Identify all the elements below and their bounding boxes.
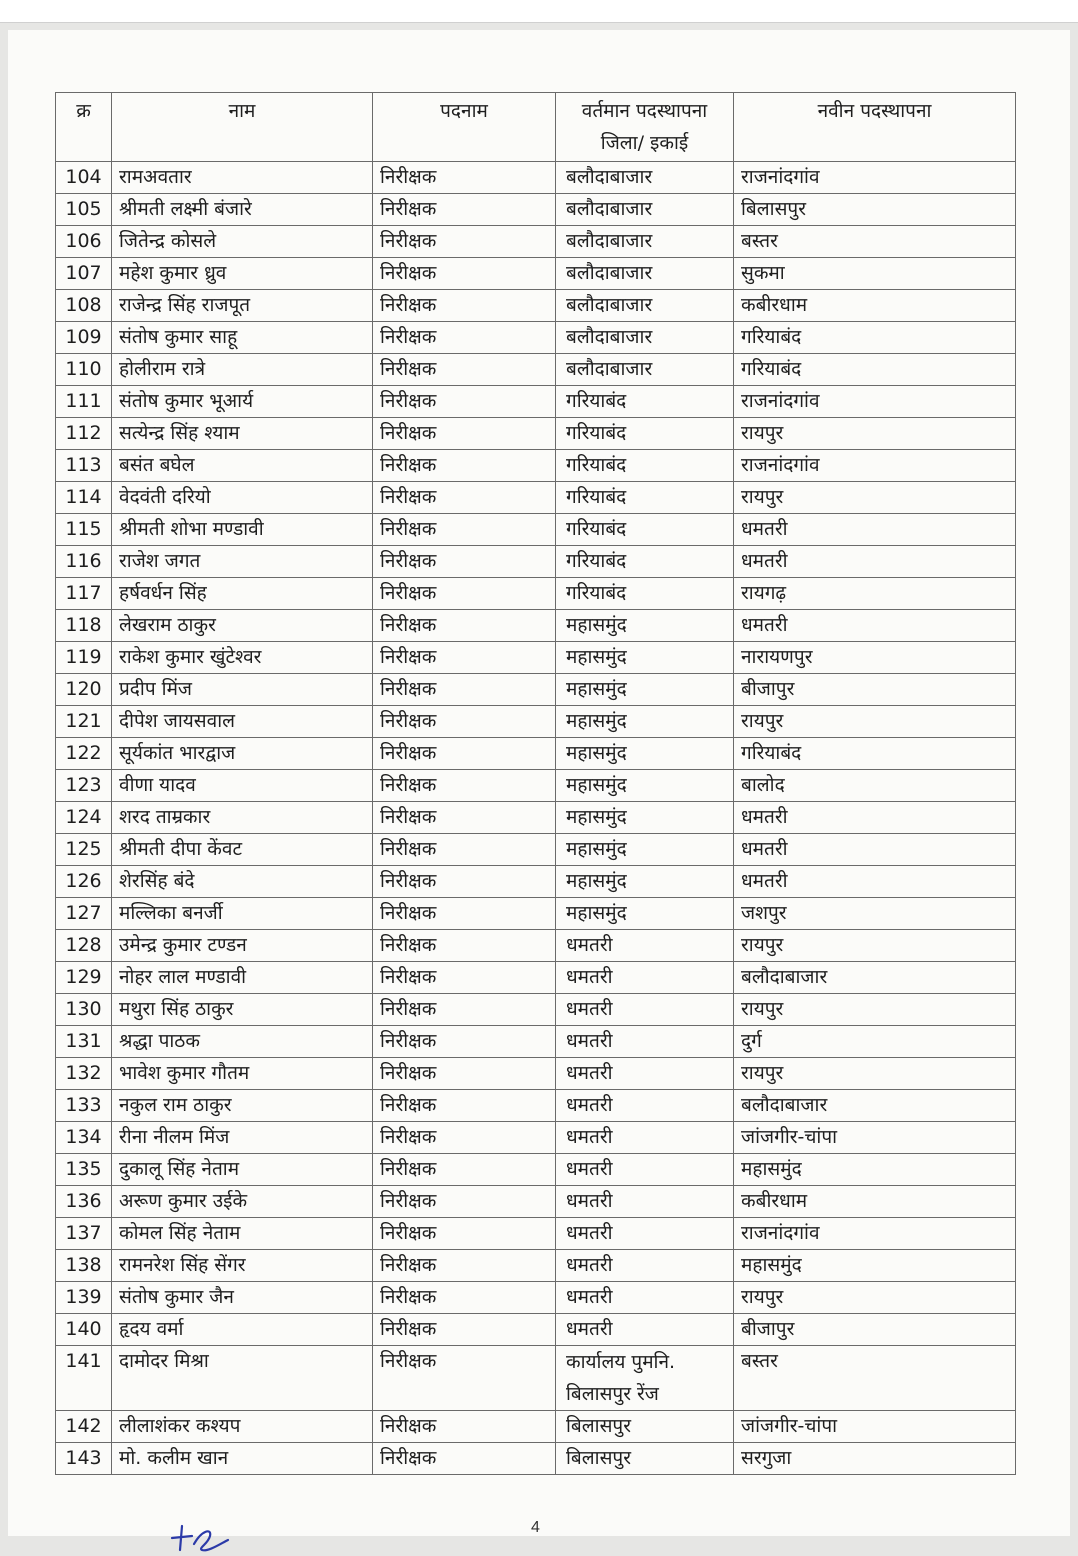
table-header-row	[56, 93, 1016, 162]
serial-cell: 133	[56, 1090, 112, 1122]
name-cell: रामनरेश सिंह सेंगर	[112, 1250, 373, 1282]
name-cell: होलीराम रात्रे	[112, 354, 373, 386]
current-posting-cell: बलौदाबाजार	[556, 194, 734, 226]
current-posting-cell: महासमुंद	[556, 642, 734, 674]
serial-cell: 128	[56, 930, 112, 962]
current-posting-cell: बलौदाबाजार	[556, 290, 734, 322]
current-posting-cell: धमतरी	[556, 962, 734, 994]
designation-cell: निरीक्षक	[373, 418, 556, 450]
name-cell: दामोदर मिश्रा	[112, 1346, 373, 1411]
name-cell: रामअवतार	[112, 162, 373, 194]
serial-cell: 138	[56, 1250, 112, 1282]
current-posting-cell: धमतरी	[556, 1122, 734, 1154]
header-new-posting: नवीन पदस्थापना	[734, 93, 1016, 162]
table-row	[56, 386, 1016, 418]
current-posting-cell: धमतरी	[556, 1218, 734, 1250]
designation-cell: निरीक्षक	[373, 354, 556, 386]
serial-cell: 126	[56, 866, 112, 898]
table-row	[56, 1282, 1016, 1314]
new-posting-cell: बालोद	[734, 770, 1016, 802]
transfer-table	[55, 92, 1016, 1475]
designation-cell: निरीक्षक	[373, 770, 556, 802]
designation-cell: निरीक्षक	[373, 1346, 556, 1411]
serial-cell: 113	[56, 450, 112, 482]
name-cell: मो. कलीम खान	[112, 1443, 373, 1475]
designation-cell: निरीक्षक	[373, 290, 556, 322]
name-cell: लेखराम ठाकुर	[112, 610, 373, 642]
serial-cell: 137	[56, 1218, 112, 1250]
new-posting-cell: रायपुर	[734, 706, 1016, 738]
table-row	[56, 578, 1016, 610]
table-row	[56, 1250, 1016, 1282]
designation-cell: निरीक्षक	[373, 674, 556, 706]
name-cell: बसंत बघेल	[112, 450, 373, 482]
name-cell: मल्लिका बनर्जी	[112, 898, 373, 930]
table-row	[56, 162, 1016, 194]
table-row	[56, 642, 1016, 674]
new-posting-cell: गरियाबंद	[734, 738, 1016, 770]
designation-cell: निरीक्षक	[373, 738, 556, 770]
table-row	[56, 770, 1016, 802]
name-cell: संतोष कुमार भूआर्य	[112, 386, 373, 418]
name-cell: श्रीमती लक्ष्मी बंजारे	[112, 194, 373, 226]
new-posting-cell: जशपुर	[734, 898, 1016, 930]
serial-cell: 124	[56, 802, 112, 834]
current-posting-cell: बलौदाबाजार	[556, 162, 734, 194]
current-posting-cell: बलौदाबाजार	[556, 226, 734, 258]
serial-cell: 134	[56, 1122, 112, 1154]
new-posting-cell: सुकमा	[734, 258, 1016, 290]
current-posting-cell: महासमुंद	[556, 738, 734, 770]
header-current-posting: वर्तमान पदस्थापना जिला/ इकाई	[556, 93, 734, 162]
new-posting-cell: रायपुर	[734, 1058, 1016, 1090]
table-row	[56, 194, 1016, 226]
table-row	[56, 610, 1016, 642]
serial-cell: 141	[56, 1346, 112, 1411]
table-row	[56, 1154, 1016, 1186]
designation-cell: निरीक्षक	[373, 1026, 556, 1058]
serial-cell: 142	[56, 1411, 112, 1443]
serial-cell: 136	[56, 1186, 112, 1218]
name-cell: संतोष कुमार जैन	[112, 1282, 373, 1314]
serial-cell: 111	[56, 386, 112, 418]
current-posting-cell: महासमुंद	[556, 834, 734, 866]
serial-cell: 116	[56, 546, 112, 578]
name-cell: उमेन्द्र कुमार टण्डन	[112, 930, 373, 962]
new-posting-cell: कबीरधाम	[734, 1186, 1016, 1218]
new-posting-cell: धमतरी	[734, 802, 1016, 834]
serial-cell: 106	[56, 226, 112, 258]
current-posting-cell: धमतरी	[556, 1026, 734, 1058]
serial-cell: 105	[56, 194, 112, 226]
name-cell: लीलाशंकर कश्यप	[112, 1411, 373, 1443]
header-serial: क्र	[56, 93, 112, 162]
current-posting-cell: बलौदाबाजार	[556, 258, 734, 290]
name-cell: शेरसिंह बंदे	[112, 866, 373, 898]
designation-cell: निरीक्षक	[373, 450, 556, 482]
serial-cell: 122	[56, 738, 112, 770]
table-row	[56, 322, 1016, 354]
serial-cell: 143	[56, 1443, 112, 1475]
designation-cell: निरीक्षक	[373, 482, 556, 514]
table-row	[56, 930, 1016, 962]
new-posting-cell: रायपुर	[734, 994, 1016, 1026]
serial-cell: 121	[56, 706, 112, 738]
current-posting-cell: धमतरी	[556, 1282, 734, 1314]
designation-cell: निरीक्षक	[373, 578, 556, 610]
designation-cell: निरीक्षक	[373, 994, 556, 1026]
serial-cell: 107	[56, 258, 112, 290]
designation-cell: निरीक्षक	[373, 322, 556, 354]
new-posting-cell: महासमुंद	[734, 1250, 1016, 1282]
table-row	[56, 1186, 1016, 1218]
designation-cell: निरीक्षक	[373, 866, 556, 898]
designation-cell: निरीक्षक	[373, 1314, 556, 1346]
new-posting-cell: रायपुर	[734, 482, 1016, 514]
current-posting-cell: महासमुंद	[556, 770, 734, 802]
table-row	[56, 834, 1016, 866]
designation-cell: निरीक्षक	[373, 1282, 556, 1314]
serial-cell: 127	[56, 898, 112, 930]
table-row	[56, 418, 1016, 450]
serial-cell: 123	[56, 770, 112, 802]
new-posting-cell: कबीरधाम	[734, 290, 1016, 322]
table-row	[56, 802, 1016, 834]
new-posting-cell: बीजापुर	[734, 674, 1016, 706]
table-row	[56, 1218, 1016, 1250]
new-posting-cell: रायपुर	[734, 418, 1016, 450]
name-cell: संतोष कुमार साहू	[112, 322, 373, 354]
name-cell: प्रदीप मिंज	[112, 674, 373, 706]
designation-cell: निरीक्षक	[373, 1186, 556, 1218]
designation-cell: निरीक्षक	[373, 1090, 556, 1122]
designation-cell: निरीक्षक	[373, 898, 556, 930]
serial-cell: 118	[56, 610, 112, 642]
new-posting-cell: जांजगीर-चांपा	[734, 1122, 1016, 1154]
header-designation: पदनाम	[373, 93, 556, 162]
new-posting-cell: बिलासपुर	[734, 194, 1016, 226]
table-row	[56, 258, 1016, 290]
document-page	[8, 30, 1070, 1536]
new-posting-cell: गरियाबंद	[734, 322, 1016, 354]
header-name: नाम	[112, 93, 373, 162]
current-posting-cell: बिलासपुर	[556, 1443, 734, 1475]
name-cell: नोहर लाल मण्डावी	[112, 962, 373, 994]
name-cell: दीपेश जायसवाल	[112, 706, 373, 738]
table-row	[56, 1026, 1016, 1058]
serial-cell: 131	[56, 1026, 112, 1058]
page-number: 4	[531, 1519, 540, 1536]
serial-cell: 104	[56, 162, 112, 194]
designation-cell: निरीक्षक	[373, 802, 556, 834]
new-posting-cell: बस्तर	[734, 226, 1016, 258]
name-cell: नकुल राम ठाकुर	[112, 1090, 373, 1122]
new-posting-cell: गरियाबंद	[734, 354, 1016, 386]
name-cell: सत्येन्द्र सिंह श्याम	[112, 418, 373, 450]
current-posting-cell: महासमुंद	[556, 866, 734, 898]
serial-cell: 129	[56, 962, 112, 994]
designation-cell: निरीक्षक	[373, 1250, 556, 1282]
current-posting-cell: महासमुंद	[556, 898, 734, 930]
designation-cell: निरीक्षक	[373, 1218, 556, 1250]
designation-cell: निरीक्षक	[373, 226, 556, 258]
new-posting-cell: रायपुर	[734, 930, 1016, 962]
current-posting-cell: धमतरी	[556, 1250, 734, 1282]
name-cell: राजेन्द्र सिंह राजपूत	[112, 290, 373, 322]
table-row	[56, 706, 1016, 738]
new-posting-cell: राजनांदगांव	[734, 386, 1016, 418]
designation-cell: निरीक्षक	[373, 1443, 556, 1475]
serial-cell: 120	[56, 674, 112, 706]
current-posting-cell: धमतरी	[556, 994, 734, 1026]
serial-cell: 139	[56, 1282, 112, 1314]
designation-cell: निरीक्षक	[373, 162, 556, 194]
current-posting-cell: महासमुंद	[556, 802, 734, 834]
current-posting-cell: गरियाबंद	[556, 514, 734, 546]
serial-cell: 119	[56, 642, 112, 674]
current-posting-cell: धमतरी	[556, 1314, 734, 1346]
designation-cell: निरीक्षक	[373, 258, 556, 290]
name-cell: सूर्यकांत भारद्वाज	[112, 738, 373, 770]
new-posting-cell: रायगढ़	[734, 578, 1016, 610]
name-cell: हृदय वर्मा	[112, 1314, 373, 1346]
table-row	[56, 1058, 1016, 1090]
table-row	[56, 962, 1016, 994]
table-body	[56, 162, 1016, 1475]
new-posting-cell: बलौदाबाजार	[734, 1090, 1016, 1122]
name-cell: महेश कुमार ध्रुव	[112, 258, 373, 290]
new-posting-cell: धमतरी	[734, 610, 1016, 642]
serial-cell: 117	[56, 578, 112, 610]
designation-cell: निरीक्षक	[373, 194, 556, 226]
designation-cell: निरीक्षक	[373, 386, 556, 418]
current-posting-cell: धमतरी	[556, 1154, 734, 1186]
current-posting-cell: बलौदाबाजार	[556, 354, 734, 386]
designation-cell: निरीक्षक	[373, 514, 556, 546]
new-posting-cell: रायपुर	[734, 1282, 1016, 1314]
table-row	[56, 1346, 1016, 1411]
name-cell: रीना नीलम मिंज	[112, 1122, 373, 1154]
table-row	[56, 1443, 1016, 1475]
serial-cell: 115	[56, 514, 112, 546]
designation-cell: निरीक्षक	[373, 546, 556, 578]
serial-cell: 132	[56, 1058, 112, 1090]
serial-cell: 125	[56, 834, 112, 866]
handwritten-initials	[168, 1520, 238, 1556]
name-cell: अरूण कुमार उईके	[112, 1186, 373, 1218]
current-posting-cell: कार्यालय पुमनि. बिलासपुर रेंज	[556, 1346, 734, 1411]
current-posting-cell: धमतरी	[556, 1090, 734, 1122]
new-posting-cell: सरगुजा	[734, 1443, 1016, 1475]
designation-cell: निरीक्षक	[373, 930, 556, 962]
designation-cell: निरीक्षक	[373, 706, 556, 738]
name-cell: श्रद्धा पाठक	[112, 1026, 373, 1058]
name-cell: श्रीमती शोभा मण्डावी	[112, 514, 373, 546]
serial-cell: 140	[56, 1314, 112, 1346]
current-posting-cell: धमतरी	[556, 1058, 734, 1090]
table-row	[56, 898, 1016, 930]
serial-cell: 114	[56, 482, 112, 514]
designation-cell: निरीक्षक	[373, 1058, 556, 1090]
designation-cell: निरीक्षक	[373, 962, 556, 994]
designation-cell: निरीक्षक	[373, 1411, 556, 1443]
name-cell: जितेन्द्र कोसले	[112, 226, 373, 258]
table-row	[56, 1090, 1016, 1122]
serial-cell: 112	[56, 418, 112, 450]
table-row	[56, 354, 1016, 386]
new-posting-cell: धमतरी	[734, 866, 1016, 898]
current-posting-cell: धमतरी	[556, 930, 734, 962]
name-cell: भावेश कुमार गौतम	[112, 1058, 373, 1090]
new-posting-cell: धमतरी	[734, 546, 1016, 578]
table-row	[56, 866, 1016, 898]
current-posting-cell: महासमुंद	[556, 674, 734, 706]
current-posting-cell: गरियाबंद	[556, 418, 734, 450]
table-row	[56, 1122, 1016, 1154]
serial-cell: 130	[56, 994, 112, 1026]
current-posting-cell: बिलासपुर	[556, 1411, 734, 1443]
name-cell: हर्षवर्धन सिंह	[112, 578, 373, 610]
serial-cell: 110	[56, 354, 112, 386]
name-cell: मथुरा सिंह ठाकुर	[112, 994, 373, 1026]
name-cell: वेदवंती दरियो	[112, 482, 373, 514]
designation-cell: निरीक्षक	[373, 834, 556, 866]
table-row	[56, 674, 1016, 706]
table-row	[56, 1314, 1016, 1346]
current-posting-cell: महासमुंद	[556, 610, 734, 642]
name-cell: दुकालू सिंह नेताम	[112, 1154, 373, 1186]
serial-cell: 135	[56, 1154, 112, 1186]
designation-cell: निरीक्षक	[373, 1122, 556, 1154]
new-posting-cell: राजनांदगांव	[734, 1218, 1016, 1250]
current-posting-cell: गरियाबंद	[556, 578, 734, 610]
table-row	[56, 1411, 1016, 1443]
new-posting-cell: बलौदाबाजार	[734, 962, 1016, 994]
name-cell: वीणा यादव	[112, 770, 373, 802]
designation-cell: निरीक्षक	[373, 642, 556, 674]
table-row	[56, 450, 1016, 482]
name-cell: राजेश जगत	[112, 546, 373, 578]
designation-cell: निरीक्षक	[373, 610, 556, 642]
name-cell: राकेश कुमार खुंटेश्वर	[112, 642, 373, 674]
new-posting-cell: जांजगीर-चांपा	[734, 1411, 1016, 1443]
new-posting-cell: बीजापुर	[734, 1314, 1016, 1346]
table-row	[56, 994, 1016, 1026]
current-posting-cell: गरियाबंद	[556, 450, 734, 482]
new-posting-cell: धमतरी	[734, 834, 1016, 866]
new-posting-cell: महासमुंद	[734, 1154, 1016, 1186]
new-posting-cell: राजनांदगांव	[734, 450, 1016, 482]
current-posting-cell: बलौदाबाजार	[556, 322, 734, 354]
name-cell: श्रीमती दीपा केंवट	[112, 834, 373, 866]
current-posting-cell: गरियाबंद	[556, 546, 734, 578]
name-cell: शरद ताम्रकार	[112, 802, 373, 834]
name-cell: कोमल सिंह नेताम	[112, 1218, 373, 1250]
designation-cell: निरीक्षक	[373, 1154, 556, 1186]
current-posting-cell: गरियाबंद	[556, 386, 734, 418]
table-row	[56, 514, 1016, 546]
current-posting-cell: गरियाबंद	[556, 482, 734, 514]
table-row	[56, 290, 1016, 322]
table-row	[56, 226, 1016, 258]
serial-cell: 109	[56, 322, 112, 354]
new-posting-cell: धमतरी	[734, 514, 1016, 546]
new-posting-cell: नारायणपुर	[734, 642, 1016, 674]
table-row	[56, 546, 1016, 578]
current-posting-cell: धमतरी	[556, 1186, 734, 1218]
new-posting-cell: बस्तर	[734, 1346, 1016, 1411]
current-posting-cell: महासमुंद	[556, 706, 734, 738]
new-posting-cell: राजनांदगांव	[734, 162, 1016, 194]
top-page-strip	[0, 0, 1078, 23]
new-posting-cell: दुर्ग	[734, 1026, 1016, 1058]
serial-cell: 108	[56, 290, 112, 322]
table-row	[56, 738, 1016, 770]
table-row	[56, 482, 1016, 514]
